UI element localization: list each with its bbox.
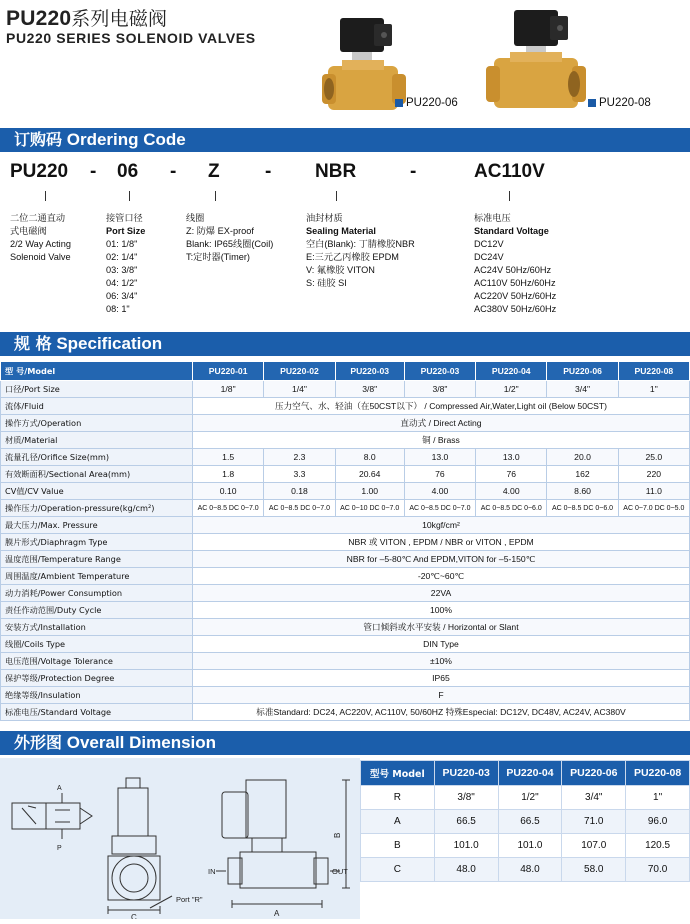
spec-row-label: 责任作动范围/Duty Cycle bbox=[1, 602, 193, 619]
ordering-option-line: 06: 3/4" bbox=[106, 291, 138, 301]
spec-row-label: 流体/Fluid bbox=[1, 398, 193, 415]
ordering-option-line: 04: 1/2" bbox=[106, 278, 138, 288]
label-in: IN bbox=[208, 867, 216, 876]
spec-cell: 1.5 bbox=[193, 449, 264, 466]
code-tick bbox=[336, 191, 337, 201]
spec-row bbox=[1, 432, 690, 449]
ordering-option-line: T:定时器(Timer) bbox=[186, 252, 250, 262]
spec-cell: 8.60 bbox=[547, 483, 618, 500]
dim-header-row bbox=[361, 761, 690, 786]
spec-cell: 76 bbox=[476, 466, 547, 483]
spec-row bbox=[1, 466, 690, 483]
spec-row bbox=[1, 551, 690, 568]
spec-cell: 0.18 bbox=[264, 483, 335, 500]
spec-row bbox=[1, 687, 690, 704]
dimension-drawing bbox=[0, 758, 360, 919]
ordering-option-line: 02: 1/4" bbox=[106, 252, 138, 262]
ordering-option-line: V: 氟橡胶 VITON bbox=[306, 265, 375, 275]
spec-cell: 0.10 bbox=[193, 483, 264, 500]
spec-cell: 13.0 bbox=[476, 449, 547, 466]
dim-cell: 96.0 bbox=[626, 810, 690, 834]
spec-row bbox=[1, 415, 690, 432]
spec-cell: 标准Standard: DC24, AC220V, AC110V, 50/60HZ 特殊Especial: DC12V, DC48V, AC24V, AC380V bbox=[193, 704, 690, 721]
spec-row-label: 绝缘等级/Insulation bbox=[1, 687, 193, 704]
spec-row-label: 标准电压/Standard Voltage bbox=[1, 704, 193, 721]
dim-row bbox=[361, 786, 690, 810]
ordering-col-port-size bbox=[106, 212, 145, 316]
ordering-option-line: Z: 防爆 EX-proof bbox=[186, 226, 254, 236]
caption-marker bbox=[395, 99, 403, 107]
spec-row bbox=[1, 381, 690, 398]
spec-cell: 2.3 bbox=[264, 449, 335, 466]
spec-row-label: 有效断面积/Sectional Area(mm) bbox=[1, 466, 193, 483]
dim-cell: 1" bbox=[626, 786, 690, 810]
svg-text:A: A bbox=[57, 785, 62, 792]
section-band-dimension: 外形图 Overall Dimension bbox=[0, 731, 690, 755]
ordering-option-line: 08: 1" bbox=[106, 304, 130, 314]
spec-cell: 压力空气、水、轻油（在50CST以下） / Compressed Air,Water,Light oil (Below 50CST) bbox=[193, 398, 690, 415]
ordering-option-line: 空白(Blank): 丁腈橡胶NBR bbox=[306, 239, 415, 249]
ordering-option-line: Port Size bbox=[106, 226, 146, 236]
dim-model-header: PU220-06 bbox=[562, 761, 626, 786]
title-model: PU220 bbox=[6, 7, 72, 30]
ordering-option-line: 接管口径 bbox=[106, 213, 143, 223]
spec-row-label: 温度范围/Temperature Range bbox=[1, 551, 193, 568]
ordering-option-line: Sealing Material bbox=[306, 226, 376, 236]
ordering-col-voltage bbox=[474, 212, 556, 316]
spec-row-label: 材质/Material bbox=[1, 432, 193, 449]
ordering-col-coil bbox=[186, 212, 273, 264]
spec-cell: AC 0~8.5 DC 0~7.0 bbox=[193, 500, 264, 517]
label-port-r: Port "R" bbox=[176, 895, 203, 904]
spec-cell: NBR for –5-80℃ And EPDM,VITON for –5-150℃ bbox=[193, 551, 690, 568]
label-a: A bbox=[274, 909, 280, 918]
spec-model-header: PU220-06 bbox=[547, 362, 618, 381]
spec-cell: IP65 bbox=[193, 670, 690, 687]
spec-row bbox=[1, 517, 690, 534]
ordering-option-line: DC24V bbox=[474, 252, 504, 262]
dim-cell: 70.0 bbox=[626, 858, 690, 882]
spec-row bbox=[1, 619, 690, 636]
ordering-option-line: E:三元乙丙橡胶 EPDM bbox=[306, 252, 399, 262]
dim-model-header: PU220-03 bbox=[434, 761, 498, 786]
spec-cell: DIN Type bbox=[193, 636, 690, 653]
spec-row bbox=[1, 483, 690, 500]
dim-cell: 48.0 bbox=[434, 858, 498, 882]
spec-row bbox=[1, 500, 690, 517]
spec-row bbox=[1, 398, 690, 415]
spec-cell: 1/8" bbox=[193, 381, 264, 398]
dim-row bbox=[361, 810, 690, 834]
ordering-option-line: 03: 3/8" bbox=[106, 265, 138, 275]
spec-cell: AC 0~8.5 DC 0~6.0 bbox=[547, 500, 618, 517]
spec-row bbox=[1, 653, 690, 670]
spec-model-header: PU220-01 bbox=[193, 362, 264, 381]
spec-cell: 铜 / Brass bbox=[193, 432, 690, 449]
spec-row bbox=[1, 602, 690, 619]
spec-row-label: 流量孔径/Orifice Size(mm) bbox=[1, 449, 193, 466]
ordering-option-line: AC380V 50Hz/60Hz bbox=[474, 304, 557, 314]
spec-row-label: 膜片形式/Diaphragm Type bbox=[1, 534, 193, 551]
spec-row-label: 电压范围/Voltage Tolerance bbox=[1, 653, 193, 670]
spec-row bbox=[1, 534, 690, 551]
dim-cell: 101.0 bbox=[498, 834, 562, 858]
code-dash: - bbox=[90, 161, 97, 182]
code-dash: - bbox=[410, 161, 417, 182]
spec-cell: 3/8" bbox=[404, 381, 475, 398]
dimension-table bbox=[360, 760, 690, 882]
spec-row bbox=[1, 585, 690, 602]
spec-cell: 76 bbox=[404, 466, 475, 483]
spec-row-label: 操作方式/Operation bbox=[1, 415, 193, 432]
code-tick bbox=[45, 191, 46, 201]
page-subtitle: PU220 SERIES SOLENOID VALVES bbox=[6, 30, 256, 46]
dim-cell: 107.0 bbox=[562, 834, 626, 858]
code-dash: - bbox=[170, 161, 177, 182]
caption-marker bbox=[588, 99, 596, 107]
page-title bbox=[6, 4, 167, 31]
ordering-option-line: Standard Voltage bbox=[474, 226, 549, 236]
ordering-option-line: AC24V 50Hz/60Hz bbox=[474, 265, 552, 275]
spec-cell: 管口倾斜或水平安装 / Horizontal or Slant bbox=[193, 619, 690, 636]
dim-model-header: PU220-04 bbox=[498, 761, 562, 786]
dim-cell: 71.0 bbox=[562, 810, 626, 834]
title-zh: 系列电磁阀 bbox=[71, 8, 168, 30]
spec-row-label: 安装方式/Installation bbox=[1, 619, 193, 636]
dim-row bbox=[361, 834, 690, 858]
spec-row bbox=[1, 449, 690, 466]
valve-photo-08 bbox=[486, 4, 586, 116]
dim-cell: 48.0 bbox=[498, 858, 562, 882]
spec-row-label: 最大压力/Max. Pressure bbox=[1, 517, 193, 534]
code-dash: - bbox=[265, 161, 272, 182]
spec-cell: ±10% bbox=[193, 653, 690, 670]
dim-row-label: A bbox=[361, 810, 435, 834]
dim-cell: 120.5 bbox=[626, 834, 690, 858]
ordering-option-line: Blank: IP65线圈(Coil) bbox=[186, 239, 274, 249]
ordering-col-seal bbox=[306, 212, 415, 290]
spec-cell: 直动式 / Direct Acting bbox=[193, 415, 690, 432]
dim-cell: 3/8" bbox=[434, 786, 498, 810]
spec-row-label: 动力消耗/Power Consumption bbox=[1, 585, 193, 602]
spec-cell: 25.0 bbox=[618, 449, 689, 466]
ordering-option-line: 油封材质 bbox=[306, 213, 343, 223]
label-c: C bbox=[131, 913, 137, 919]
photo-caption-08: PU220-08 bbox=[588, 97, 651, 109]
ordering-code bbox=[0, 161, 690, 185]
ordering-option-line: 标准电压 bbox=[474, 213, 511, 223]
dim-cell: 101.0 bbox=[434, 834, 498, 858]
spec-row-label: 保护等级/Protection Degree bbox=[1, 670, 193, 687]
spec-cell: 220 bbox=[618, 466, 689, 483]
ordering-option-line: 2/2 Way Acting bbox=[10, 239, 71, 249]
code-tick bbox=[215, 191, 216, 201]
spec-row bbox=[1, 568, 690, 585]
spec-cell: 13.0 bbox=[404, 449, 475, 466]
code-coil: Z bbox=[208, 161, 220, 182]
spec-cell: 162 bbox=[547, 466, 618, 483]
spec-model-header: PU220-02 bbox=[264, 362, 335, 381]
spec-cell: AC 0~8.5 DC 0~7.0 bbox=[264, 500, 335, 517]
spec-row bbox=[1, 704, 690, 721]
spec-cell: 1.8 bbox=[193, 466, 264, 483]
spec-cell: 10kgf/cm² bbox=[193, 517, 690, 534]
spec-row-label: 操作压力/Operation-pressure(kg/cm²) bbox=[1, 500, 193, 517]
spec-model-header: PU220-04 bbox=[476, 362, 547, 381]
code-model: PU220 bbox=[10, 161, 69, 182]
spec-cell: 1" bbox=[618, 381, 689, 398]
spec-cell: 3.3 bbox=[264, 466, 335, 483]
spec-cell: F bbox=[193, 687, 690, 704]
ordering-col-type bbox=[10, 212, 71, 264]
dim-row bbox=[361, 858, 690, 882]
spec-cell: AC 0~8.5 DC 0~6.0 bbox=[476, 500, 547, 517]
spec-row-label: 口径/Port Size bbox=[1, 381, 193, 398]
ordering-option-line: 二位二通直动 bbox=[10, 213, 66, 223]
spec-cell: AC 0~7.0 DC 0~5.0 bbox=[618, 500, 689, 517]
spec-cell: 20.64 bbox=[335, 466, 404, 483]
spec-cell: 4.00 bbox=[476, 483, 547, 500]
spec-row bbox=[1, 636, 690, 653]
code-tick bbox=[129, 191, 130, 201]
code-port: 06 bbox=[117, 161, 139, 182]
dim-cell: 1/2" bbox=[498, 786, 562, 810]
spec-cell: NBR 或 VITON , EPDM / NBR or VITON , EPDM bbox=[193, 534, 690, 551]
ordering-option-line: AC110V 50Hz/60Hz bbox=[474, 278, 556, 288]
spec-cell: 22VA bbox=[193, 585, 690, 602]
dim-row-label: C bbox=[361, 858, 435, 882]
ordering-option-line: AC220V 50Hz/60Hz bbox=[474, 291, 557, 301]
ordering-option-line: S: 硅胶 SI bbox=[306, 278, 347, 288]
section-band-spec: 规 格 Specification bbox=[0, 332, 690, 356]
spec-model-header: PU220-03 bbox=[404, 362, 475, 381]
label-b: B bbox=[333, 832, 342, 838]
ordering-option-line: Solenoid Valve bbox=[10, 252, 71, 262]
dim-row-label: B bbox=[361, 834, 435, 858]
spec-cell: AC 0~10 DC 0~7.0 bbox=[335, 500, 404, 517]
code-seal: NBR bbox=[315, 161, 357, 182]
code-voltage: AC110V bbox=[474, 161, 545, 182]
ordering-option-line: 01: 1/8" bbox=[106, 239, 138, 249]
dim-cell: 58.0 bbox=[562, 858, 626, 882]
section-band-ordering: 订购码 Ordering Code bbox=[0, 128, 690, 152]
spec-cell: 8.0 bbox=[335, 449, 404, 466]
spec-cell: 11.0 bbox=[618, 483, 689, 500]
ordering-option-line: DC12V bbox=[474, 239, 504, 249]
spec-cell: 1/4" bbox=[264, 381, 335, 398]
spec-cell: 3/8" bbox=[335, 381, 404, 398]
ordering-option-line: 线圈 bbox=[186, 213, 205, 223]
spec-header-row bbox=[1, 362, 690, 381]
spec-cell: 1/2" bbox=[476, 381, 547, 398]
spec-row-label: CV值/CV Value bbox=[1, 483, 193, 500]
spec-cell: 3/4" bbox=[547, 381, 618, 398]
label-p: P bbox=[57, 845, 62, 852]
dim-model-header: PU220-08 bbox=[626, 761, 690, 786]
spec-table bbox=[0, 361, 690, 721]
spec-row bbox=[1, 670, 690, 687]
label-out: OUT bbox=[332, 867, 348, 876]
dimension-drawing-svg bbox=[0, 758, 360, 919]
dim-cell: 66.5 bbox=[434, 810, 498, 834]
spec-header-label: 型 号/Model bbox=[1, 362, 193, 381]
spec-row-label: 线圈/Coils Type bbox=[1, 636, 193, 653]
spec-cell: AC 0~8.5 DC 0~7.0 bbox=[404, 500, 475, 517]
spec-model-header: PU220-08 bbox=[618, 362, 689, 381]
spec-cell: 4.00 bbox=[404, 483, 475, 500]
spec-cell: 20.0 bbox=[547, 449, 618, 466]
spec-model-header: PU220-03 bbox=[335, 362, 404, 381]
spec-row-label: 周围温度/Ambient Temperature bbox=[1, 568, 193, 585]
spec-cell: 100% bbox=[193, 602, 690, 619]
dim-cell: 3/4" bbox=[562, 786, 626, 810]
dim-header-label: 型号 Model bbox=[361, 761, 435, 786]
spec-cell: 1.00 bbox=[335, 483, 404, 500]
dim-row-label: R bbox=[361, 786, 435, 810]
spec-cell: -20℃~60℃ bbox=[193, 568, 690, 585]
code-tick bbox=[509, 191, 510, 201]
ordering-option-line: 式电磁阀 bbox=[10, 226, 47, 236]
dim-cell: 66.5 bbox=[498, 810, 562, 834]
photo-caption-06: PU220-06 bbox=[395, 97, 458, 109]
